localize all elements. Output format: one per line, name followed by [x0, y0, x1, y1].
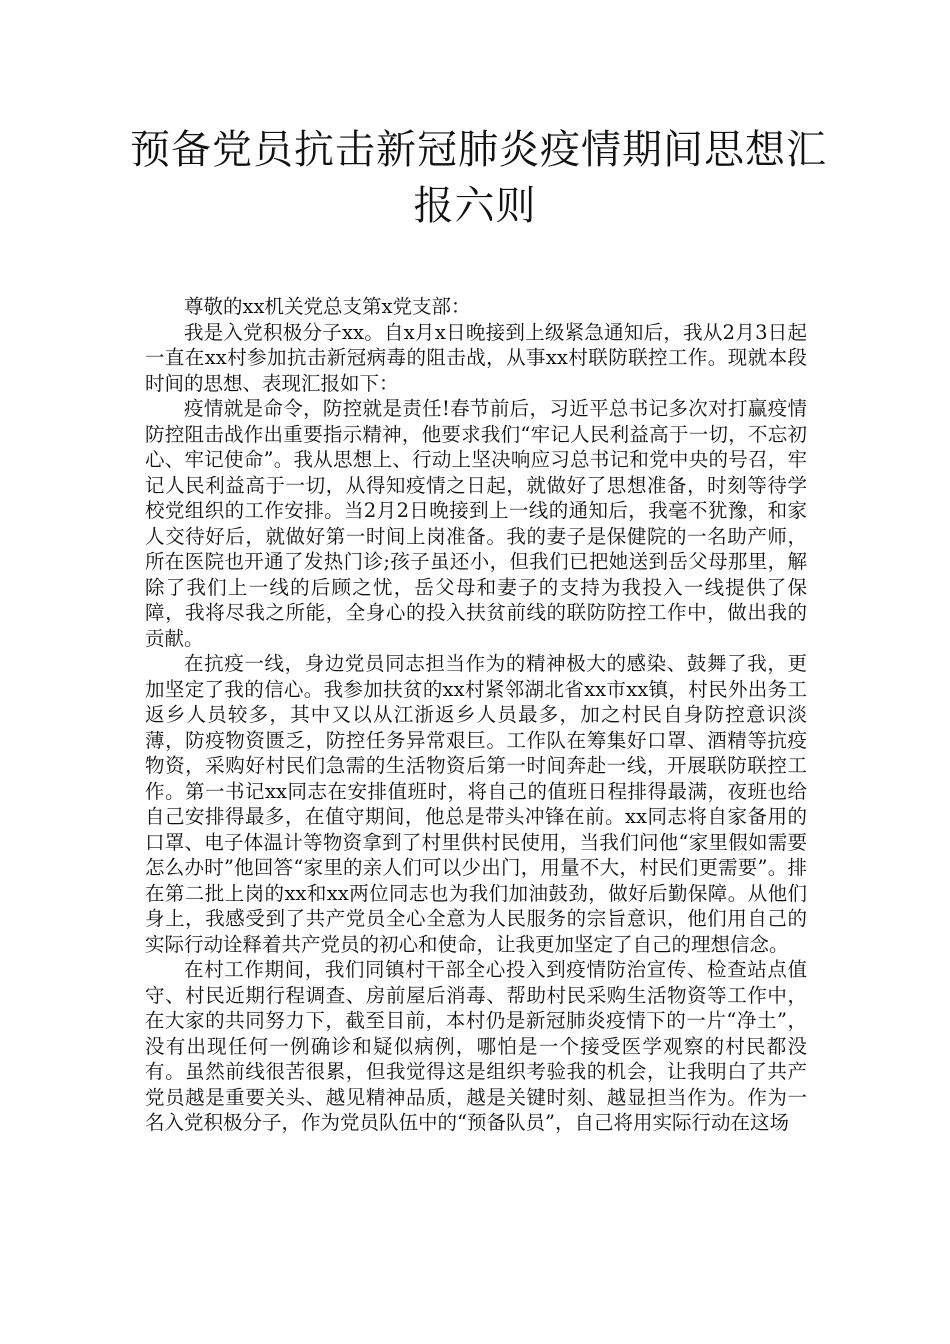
- document-title: [130, 122, 827, 234]
- document-body: [145, 294, 807, 1136]
- title-line-2: 报六则: [413, 183, 537, 229]
- paragraph-frontline: 在抗疫一线，身边党员同志担当作为的精神极大的感染、鼓舞了我，更加坚定了我的信心。我参加扶贫的xx村紧邻湖北省xx市xx镇，村民外出务工返乡人员较多，其中又以从江浙返乡人员最多，加之村民自身防控意识淡薄，防疫物资匮乏，防控任务异常艰巨。工作队在筹集好口罩、酒精等抗疫物资，采购好村民们急需的生活物资后第一时间奔赴一线，开展联防联控工作。第一书记xx同志在安排值班时，将自己的值班日程排得最满，夜班也给自己安排得最多，在值守期间，他总是带头冲锋在前。xx同志将自家备用的口罩、电子体温计等物资拿到了村里供村民使用，当我们问他“家里假如需要怎么办时”他回答“家里的亲人们可以少出门，用量不大，村民们更需要”。排在第二批上岗的xx和xx两位同志也为我们加油鼓劲，做好后勤保障。从他们身上，我感受到了共产党员全心全意为人民服务的宗旨意识，他们用自己的实际行动诠释着共产党员的初心和使命，让我更加坚定了自己的理想信念。: [145, 652, 807, 956]
- paragraph-intro: 我是入党积极分子xx。自x月x日晚接到上级紧急通知后，我从2月3日起一直在xx村参加抗击新冠病毒的阻击战，从事xx村联防联控工作。现就本段时间的思想、表现汇报如下：: [145, 320, 807, 395]
- title-line-1: 预备党员抗击新冠肺炎疫情期间思想汇: [130, 127, 827, 173]
- salutation: 尊敬的xx机关党总支第x党支部：: [184, 295, 471, 318]
- paragraph-duty: 疫情就是命令，防控就是责任!春节前后，习近平总书记多次对打赢疫情防控阻击战作出重要指示精神，他要求我们“牢记人民利益高于一切，不忘初心、牢记使命”。我从思想上、行动上坚决响应习总书记和党中央的号召，牢记人民利益高于一切，从得知疫情之日起，就做好了思想准备，时刻等待学校党组织的工作安排。当2月2日晚接到上一线的通知后，我毫不犹豫，和家人交待好后，就做好第一时间上岗准备。我的妻子是保健院的一名助产师，所在医院也开通了发热门诊;孩子虽还小，但我们已把她送到岳父母那里，解除了我们上一线的后顾之忧，岳父母和妻子的支持为我投入一线提供了保障，我将尽我之所能，全身心的投入扶贫前线的联防防控工作中，做出我的贡献。: [145, 397, 807, 650]
- paragraph-village-work: 在村工作期间，我们同镇村干部全心投入到疫情防治宣传、检查站点值守、村民近期行程调查、房前屋后消毒、帮助村民采购生活物资等工作中，在大家的共同努力下，截至目前，本村仍是新冠肺炎疫情下的一片“净土”，没有出现任何一例确诊和疑似病例，哪怕是一个接受医学观察的村民都没有。虽然前线很苦很累，但我觉得这是组织考验我的机会，让我明白了共产党员越是重要关头、越见精神品质，越是关键时刻、越显担当作为。作为一名入党积极分子，作为党员队伍中的“预备队员”，自己将用实际行动在这场: [145, 958, 807, 1134]
